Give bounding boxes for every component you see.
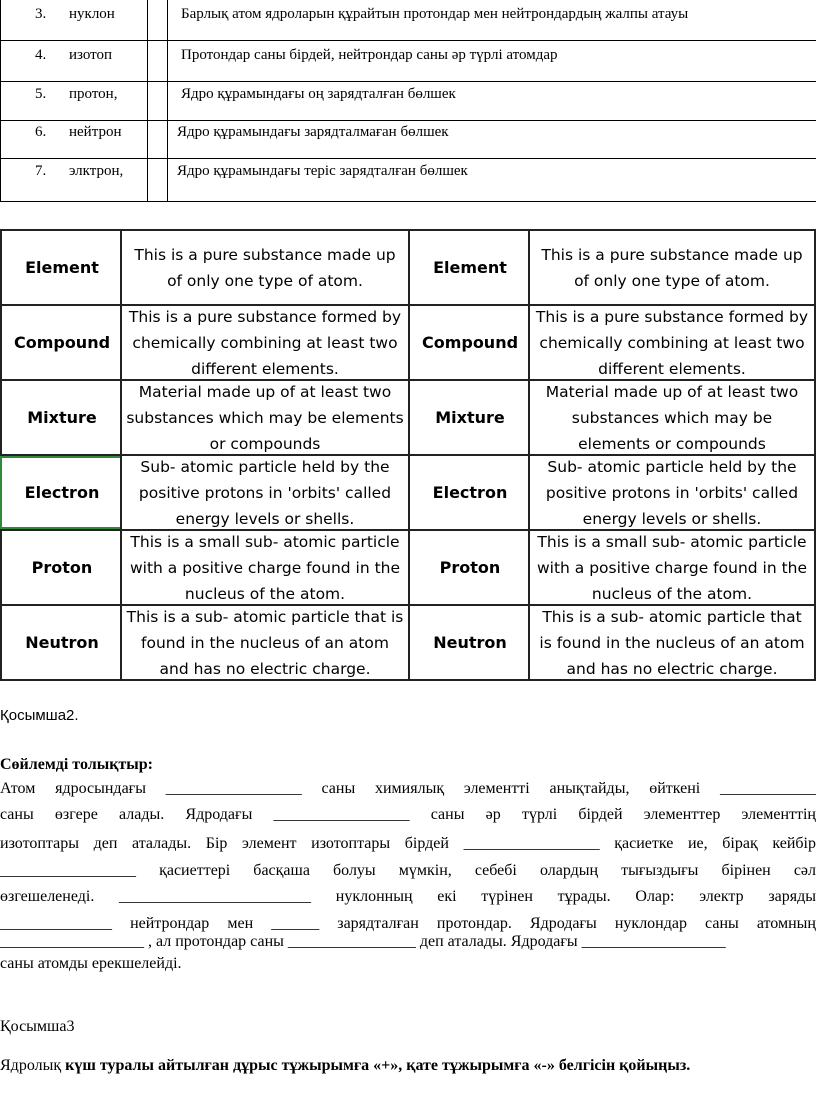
card-definition: This is a small sub- atomic particle with a positive charge found in the nucleus of the atom.: [528, 531, 816, 604]
table-row: [1, 0, 816, 41]
row-term: нейтрон: [69, 124, 122, 140]
card-term: Compound: [408, 306, 530, 379]
appendix3-task-prefix: Ядролық: [0, 1057, 66, 1074]
row-number: 3.: [35, 6, 47, 22]
card-definition: This is a sub- atomic particle that is found in the nucleus of an atom and has no electric charge.: [528, 606, 816, 679]
row-definition: Ядро құрамындағы теріс зарядталған бөлшек: [177, 163, 468, 179]
table-row: [1, 121, 816, 159]
fill-in-line: __________________ , ал протондар саны ________________ деп аталады. Ядродағы __________________: [0, 933, 726, 950]
appendix3-task: [0, 1057, 816, 1075]
table-row: [1, 82, 816, 121]
card-term: Proton: [408, 531, 530, 604]
row-definition: Протондар саны бірдей, нейтрондар саны әр түрлі атомдар: [181, 47, 558, 63]
appendix3-task-bold: күш туралы айтылған дұрыс тұжырымға «+», қате тұжырымға «-» белгісін қойыңыз.: [65, 1057, 691, 1074]
card-term: Element: [408, 231, 530, 304]
table-row: [1, 41, 816, 82]
card-term-selected: Electron: [0, 456, 122, 529]
card-term: Neutron: [0, 606, 122, 679]
card-term: Neutron: [408, 606, 530, 679]
card-definition: Sub- atomic particle held by the positive protons in 'orbits' called energy levels or shells.: [120, 456, 408, 529]
term-definition-table: [0, 0, 816, 202]
card-definition: This is a pure substance made up of only one type of atom.: [528, 231, 816, 304]
card-term: Electron: [408, 456, 530, 529]
row-definition: Барлық атом ядроларын құрайтын протондар мен нейтрондардың жалпы атауы: [181, 6, 689, 22]
fill-in-line: _________________ қасиеттері басқаша болуы мүмкін, себебі олардың тығыздығы бірінен сәл: [0, 862, 816, 879]
fill-in-line: өзгешеленеді. ________________________ нуклонның екі түрінен тұрады. Олар: электр заряды: [0, 888, 816, 905]
fill-in-line: саны атомды ерекшелейді.: [0, 955, 182, 972]
card-row: [0, 304, 816, 379]
card-row: [0, 454, 816, 529]
row-definition: Ядро құрамындағы оң зарядталған бөлшек: [181, 86, 456, 102]
appendix2-task: Сөйлемді толықтыр:: [0, 756, 153, 773]
card-term: Mixture: [0, 381, 122, 454]
row-term: элктрон,: [69, 163, 124, 179]
row-term: протон,: [69, 86, 118, 102]
row-definition: Ядро құрамындағы зарядталмаған бөлшек: [177, 124, 449, 140]
card-definition: This is a sub- atomic particle that is found in the nucleus of an atom and has no electric charge.: [120, 606, 408, 679]
card-definition: This is a small sub- atomic particle with a positive charge found in the nucleus of the atom.: [120, 531, 408, 604]
appendix3-heading: Қосымша3: [0, 1018, 75, 1035]
card-term: Proton: [0, 531, 122, 604]
row-number: 7.: [35, 163, 47, 179]
card-row: [0, 529, 816, 604]
matching-cards-table: [0, 229, 816, 677]
row-number: 5.: [35, 86, 47, 102]
fill-in-line: изотоптары деп аталады. Бір элемент изотоптары бірдей _________________ қасиетке ие, бірақ кейбір: [0, 835, 816, 852]
card-definition: This is a pure substance formed by chemically combining at least two different elements.: [528, 306, 816, 379]
row-term: изотоп: [69, 47, 113, 63]
card-definition: Material made up of at least two substances which may be elements or compounds: [120, 381, 408, 454]
card-definition: Sub- atomic particle held by the positive protons in 'orbits' called energy levels or shells.: [528, 456, 816, 529]
row-term: нуклон: [69, 6, 115, 22]
table-row: [1, 159, 816, 202]
card-term: Mixture: [408, 381, 530, 454]
row-number: 4.: [35, 47, 47, 63]
card-term: Element: [0, 231, 122, 304]
card-definition: This is a pure substance made up of only one type of atom.: [120, 231, 408, 304]
card-row: [0, 229, 816, 304]
card-term: Compound: [0, 306, 122, 379]
card-definition: This is a pure substance formed by chemically combining at least two different elements.: [120, 306, 408, 379]
card-row: [0, 379, 816, 454]
card-definition: Material made up of at least two substances which may be elements or compounds: [528, 381, 816, 454]
appendix2-heading: Қосымша2.: [0, 707, 79, 724]
fill-in-line: ______________ нейтрондар мен ______ зарядталған протондар. Ядродағы нуклондар саны атомның: [0, 915, 816, 932]
row-number: 6.: [35, 124, 47, 140]
fill-in-line: Атом ядросындағы _________________ саны химиялық элементті анықтайды, өйткені ____________: [0, 780, 816, 797]
card-row: [0, 604, 816, 681]
fill-in-line: саны өзгере алады. Ядродағы _________________ саны әр түрлі бірдей элементтер элементтің: [0, 806, 816, 823]
